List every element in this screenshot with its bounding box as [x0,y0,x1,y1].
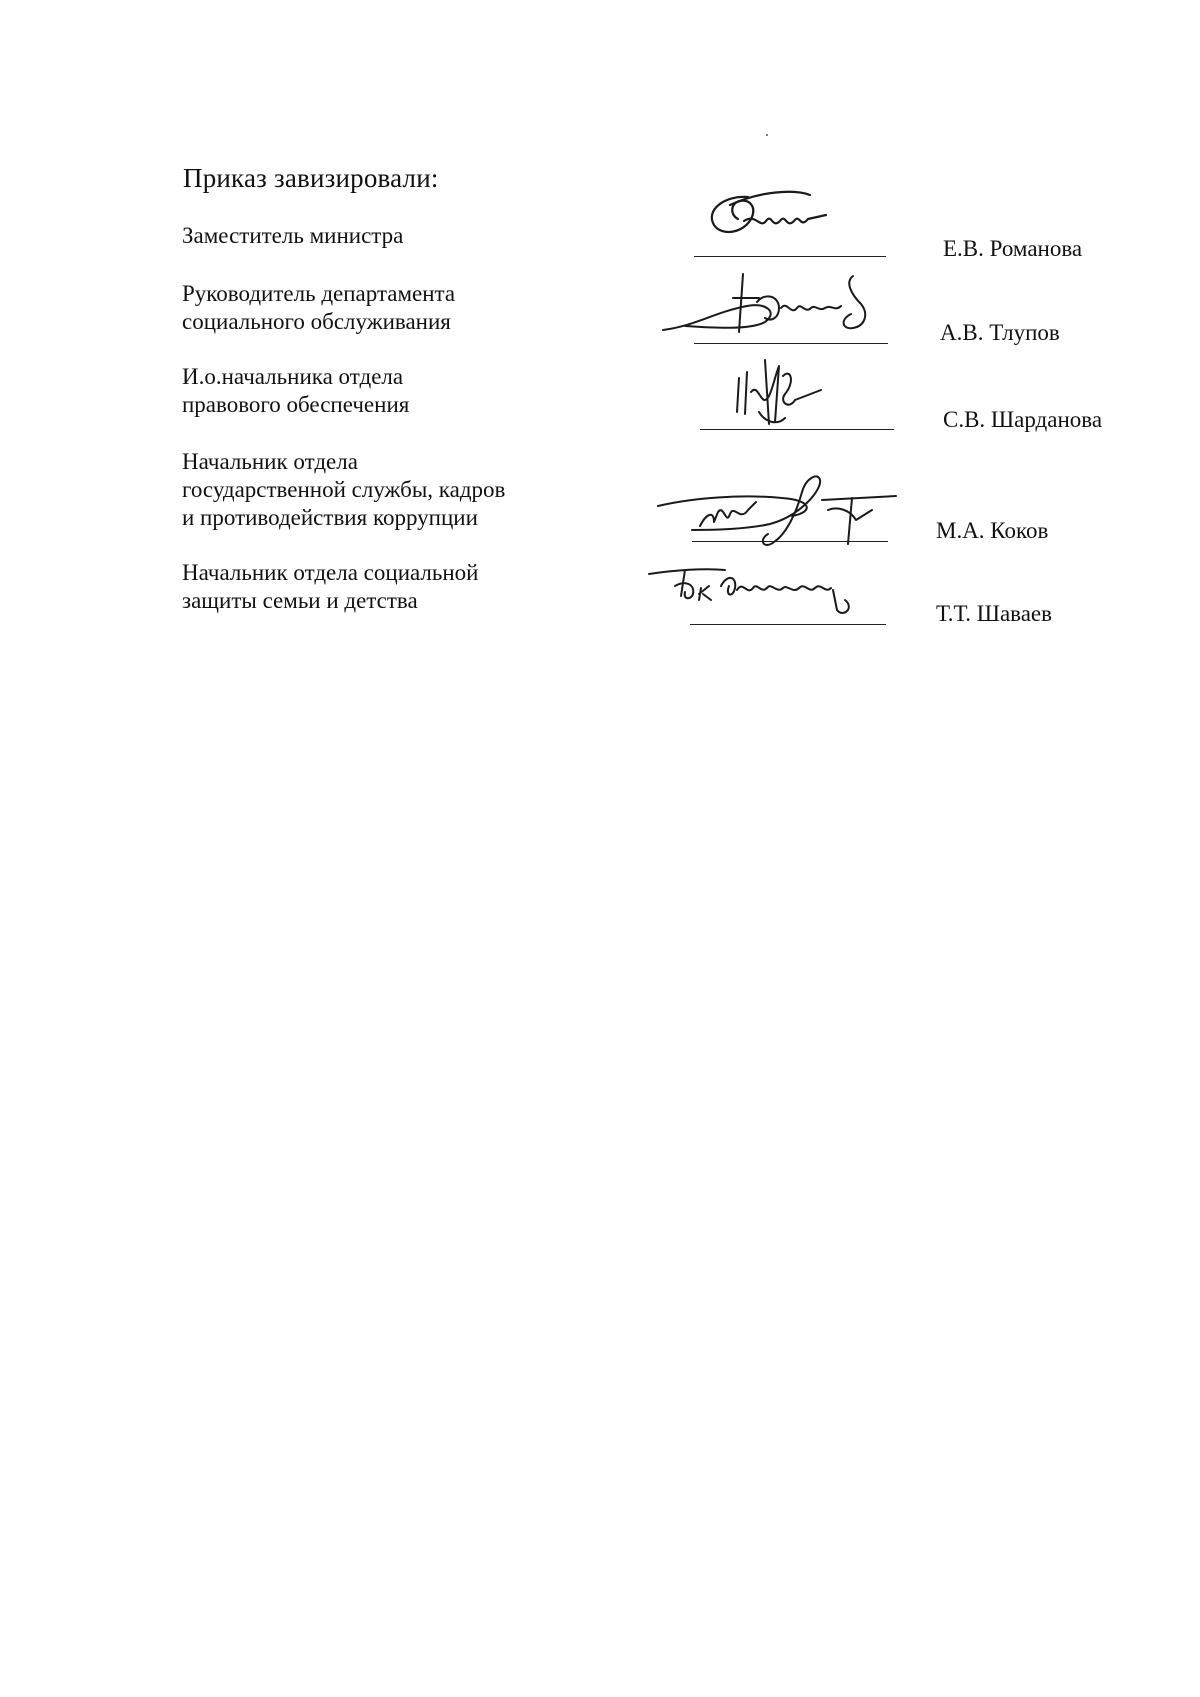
position-line: социального обслуживания [182,309,451,334]
position-line: защиты семьи и детства [182,588,418,613]
position-line: Начальник отдела социальной [182,560,479,585]
scan-speck [766,134,768,136]
signature-shavaev [645,560,890,625]
position-title [182,222,403,250]
position-title [182,280,455,336]
position-line: и противодействия коррупции [182,505,478,530]
person-name: Е.В. Романова [943,236,1083,261]
position-title [182,363,409,419]
position-line: Заместитель министра [182,223,404,248]
signature-shardanova [725,352,845,432]
position-line: Руководитель департамента [182,281,456,306]
signature-line [694,343,888,344]
position-line: государственной службы, кадров [182,477,506,502]
person-name: А.В. Тлупов [940,320,1060,345]
signature-line [700,429,894,430]
position-line: И.о.начальника отдела [182,364,404,389]
signature-line [692,541,888,542]
position-title [182,448,505,532]
person-name: С.В. Шарданова [943,407,1103,432]
position-line: правового обеспечения [182,392,410,417]
signature-tlupov [655,268,900,348]
signature-romanova [700,185,900,265]
position-title [182,559,479,615]
position-line: Начальник отдела [182,449,358,474]
person-name: Т.Т. Шаваев [936,601,1052,626]
signature-line [690,624,886,625]
person-name: М.А. Коков [936,518,1049,543]
approvals-heading: Приказ завизировали: [183,163,439,193]
signature-line [694,256,886,257]
signature-kokov [652,470,902,555]
